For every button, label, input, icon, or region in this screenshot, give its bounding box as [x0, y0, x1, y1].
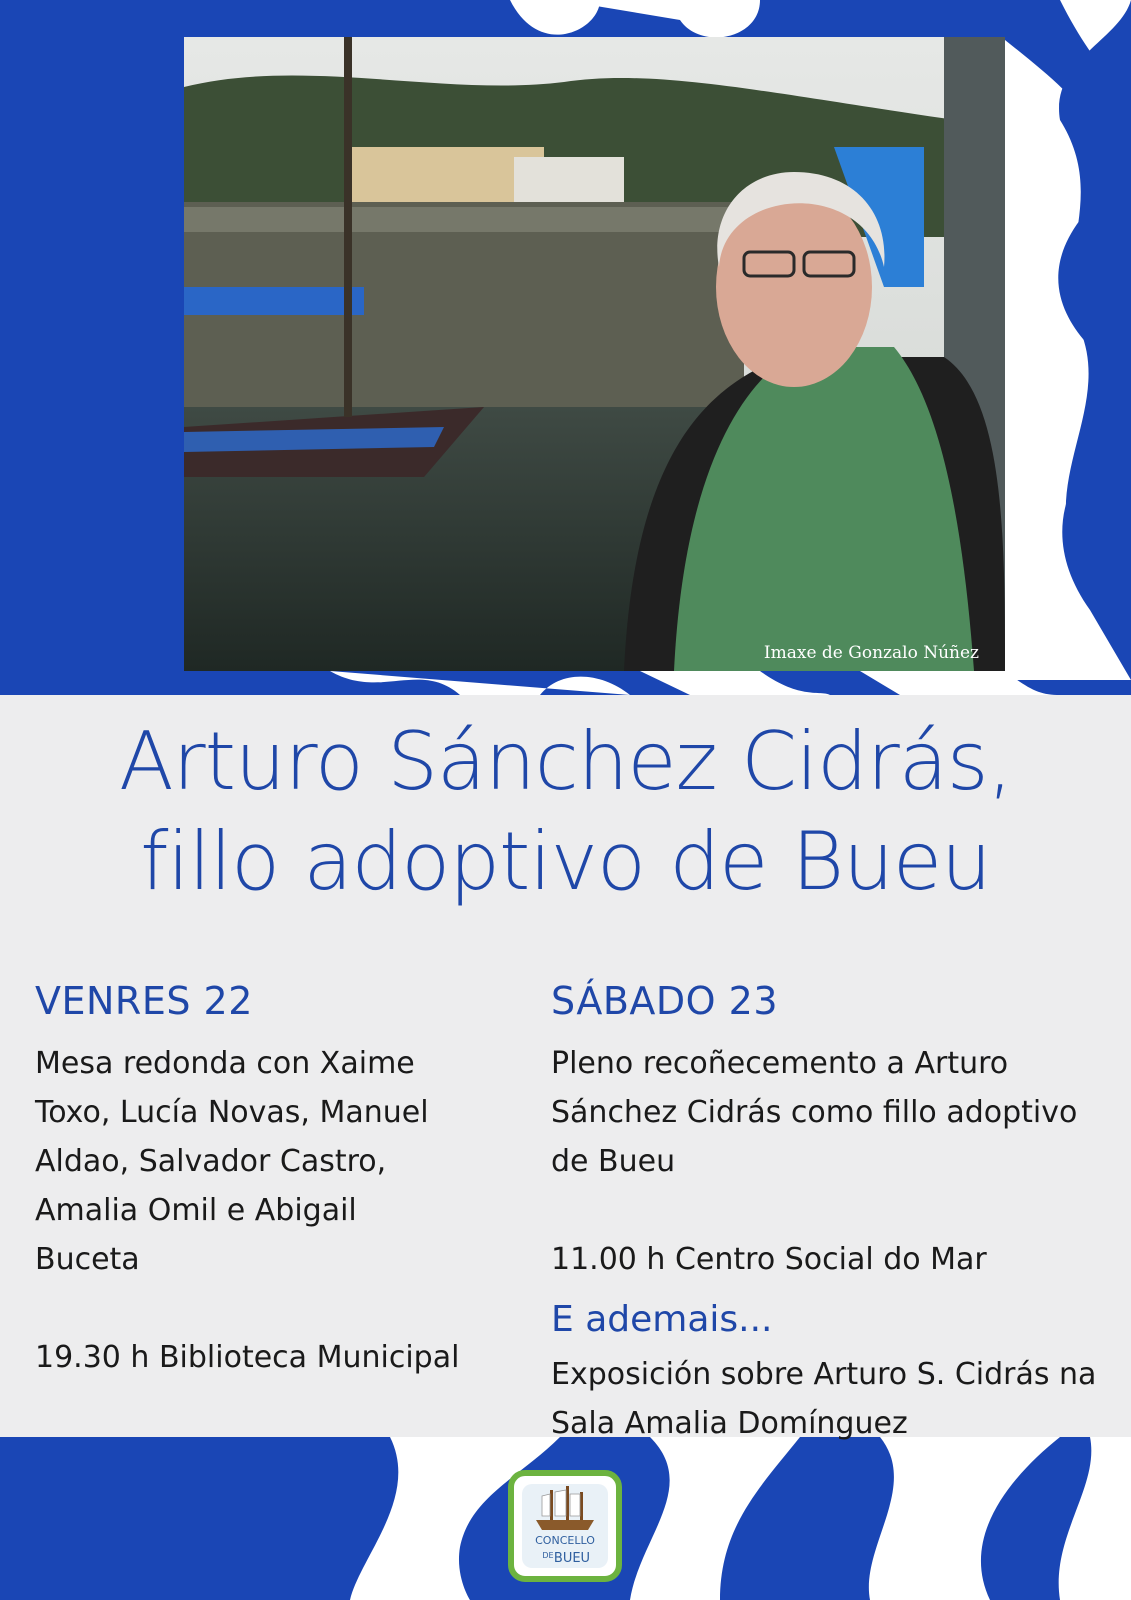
friday-heading: VENRES 22 [35, 979, 253, 1023]
logo-text-line-1: CONCELLO [535, 1534, 595, 1547]
logo-text-line-3: BUEU [553, 1551, 591, 1566]
event-info-panel [0, 695, 1131, 1441]
title-line-1: Arturo Sánchez Cidrás, [119, 715, 1012, 808]
friday-column [35, 973, 465, 1382]
title-line-2: fillo adoptivo de Bueu [140, 815, 991, 908]
friday-time-place: 19.30 h Biblioteca Municipal [35, 1340, 460, 1375]
saturday-column [551, 973, 1121, 1448]
saturday-description: Pleno recoñecemento a Arturo Sánchez Cidrás como fillo adoptivo de Bueu [551, 1046, 1078, 1179]
logo-text-line-2: DE [542, 1551, 554, 1560]
page-title [0, 712, 1131, 912]
extra-heading: E ademais... [551, 1299, 773, 1340]
saturday-time-place: 11.00 h Centro Social do Mar [551, 1242, 987, 1277]
friday-description: Mesa redonda con Xaime Toxo, Lucía Novas, Manuel Aldao, Salvador Castro, Amalia Omil e Abigail Buceta [35, 1046, 429, 1277]
concello-bueu-logo [508, 1470, 622, 1582]
extra-description: Exposición sobre Arturo S. Cidrás na Sala Amalia Domínguez [551, 1357, 1097, 1441]
photo-credit: Imaxe de Gonzalo Núñez [763, 643, 979, 663]
portrait-photo [184, 37, 1005, 671]
saturday-heading: SÁBADO 23 [551, 979, 778, 1023]
